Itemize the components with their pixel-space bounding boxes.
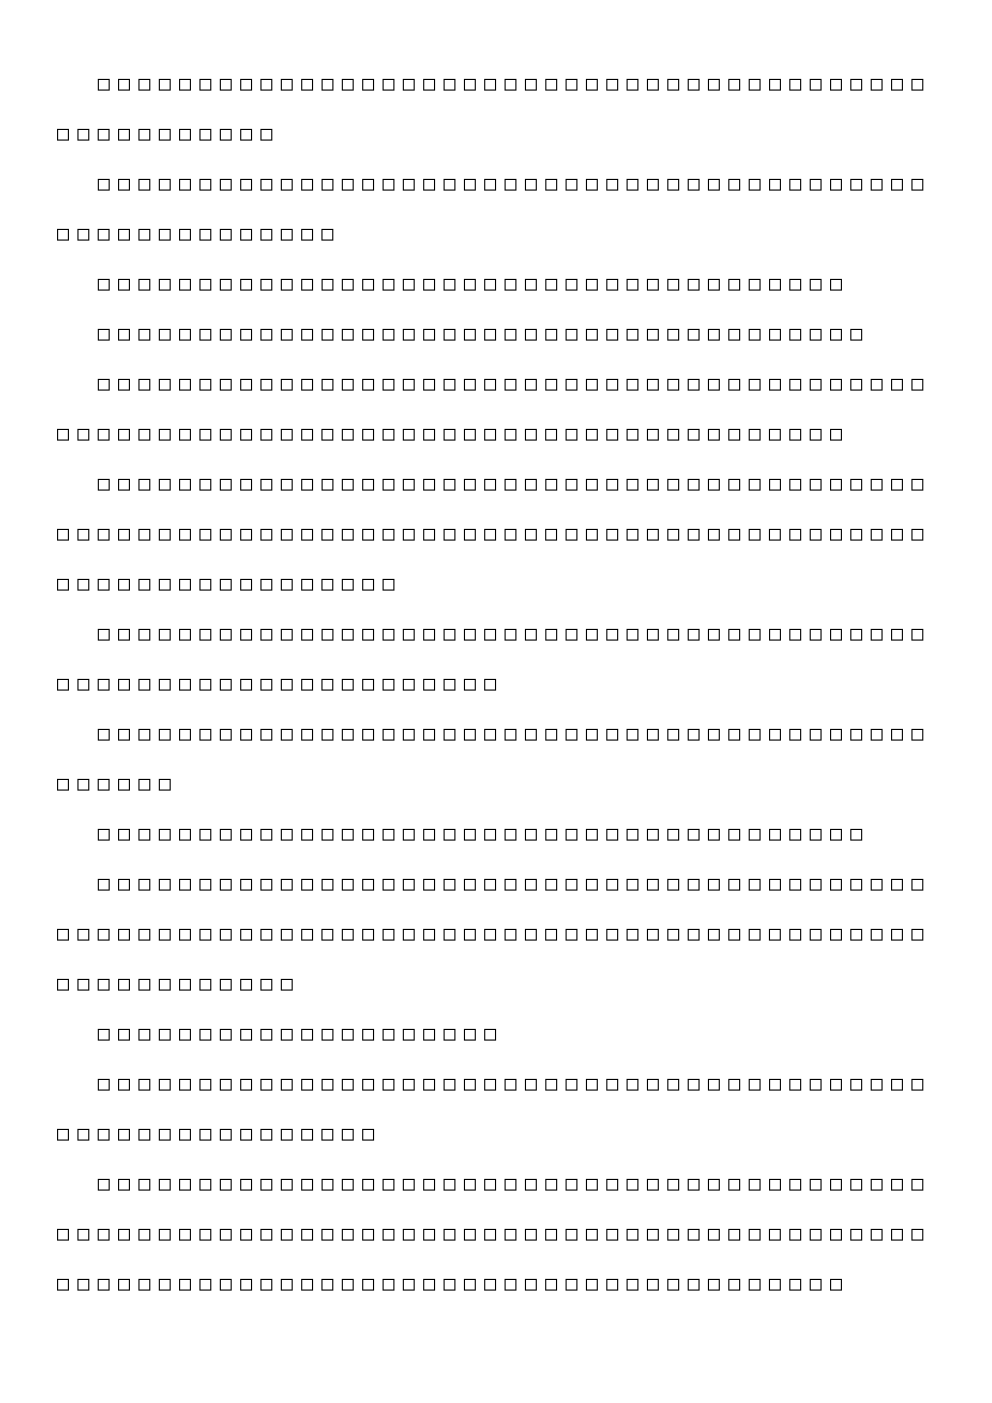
paragraph: □□□□□□□□□□□□□□□□□□□□□□□□□□□□□□□□□□□□□□ — [97, 321, 871, 345]
paragraph: □□□□□□□□□□□□□□□□□□□□□□□□□□□□□□□□□□□□□□ — [97, 821, 871, 845]
paragraph: □□□□□□□□□□□□□□□□□□□□□□□□□□□□□□□□□□□□□□□□□□□□□□□□□□□□□□□ — [57, 171, 932, 245]
paragraph: □□□□□□□□□□□□□□□□□□□□□□□□□□□□□□□□□□□□□□□□□□□□□□□□□□□□□□□□□□□□□□□ — [57, 621, 932, 695]
paragraph: □□□□□□□□□□□□□□□□□□□□ — [97, 1021, 505, 1045]
paragraph: □□□□□□□□□□□□□□□□□□□□□□□□□□□□□□□□□□□□□□□□□□□□□□□□□□□□□□□□□□□□□□□□□□□□□□□□□□□□□□□□□□□□□□□□□□□□□□□□□□□□□ — [57, 471, 932, 595]
paragraph: □□□□□□□□□□□□□□□□□□□□□□□□□□□□□□□□□□□□□□□□□□□□□□□□□□□□□□□□□ — [57, 1071, 932, 1145]
paragraph: □□□□□□□□□□□□□□□□□□□□□□□□□□□□□□□□□□□□□□□□□□□□□□□ — [57, 721, 932, 795]
paragraph: □□□□□□□□□□□□□□□□□□□□□□□□□□□□□□□□□□□□□□□□□□□□□□□□□□□□ — [57, 71, 932, 145]
paragraph: □□□□□□□□□□□□□□□□□□□□□□□□□□□□□□□□□□□□□□□□□□□□□□□□□□□□□□□□□□□□□□□□□□□□□□□□□□□□□□□□□□□□□□□□□□□□□□□□□□□□□□□□□□□□□□□□□□□□□□□□□□□ — [57, 1171, 932, 1295]
document-body — [57, 58, 935, 1308]
paragraph: □□□□□□□□□□□□□□□□□□□□□□□□□□□□□□□□□□□□□□□□□□□□□□□□□□□□□□□□□□□□□□□□□□□□□□□□□□□□□□□□ — [57, 371, 932, 445]
paragraph: □□□□□□□□□□□□□□□□□□□□□□□□□□□□□□□□□□□□□ — [97, 271, 851, 295]
paragraph: □□□□□□□□□□□□□□□□□□□□□□□□□□□□□□□□□□□□□□□□□□□□□□□□□□□□□□□□□□□□□□□□□□□□□□□□□□□□□□□□□□□□□□□□□□□□□□□□ — [57, 871, 932, 995]
